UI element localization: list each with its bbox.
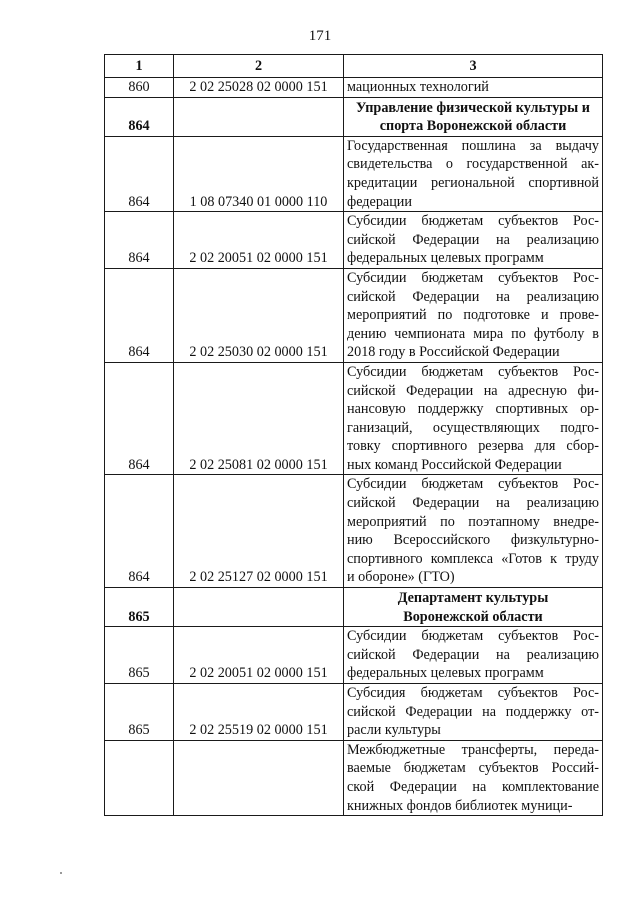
revenue-name-line: мационных технологий <box>347 79 489 95</box>
revenue-name-line: книжных фондов библиотек муници- <box>347 797 573 814</box>
table-row <box>105 740 603 815</box>
revenue-name-line: 2018 году в Российской Федерации <box>347 344 560 361</box>
revenue-name-cell <box>344 136 603 211</box>
revenue-name-line: ганизаций, осуществляющих подго- <box>347 419 599 436</box>
table-row <box>105 684 603 741</box>
revenue-name-line: Управление физической культуры и <box>356 99 590 116</box>
revenue-name-line: сийской Федерации на реализацию <box>347 646 599 663</box>
revenue-name-cell <box>344 268 603 362</box>
revenue-name-line: сийской Федерации на поддержку от- <box>347 703 599 720</box>
section-row <box>105 588 603 627</box>
revenue-name-line: Департамент культуры <box>397 590 549 607</box>
table-row <box>105 268 603 362</box>
budget-classification-code-cell: 2 02 25519 02 0000 151 <box>174 684 344 741</box>
revenue-name-line: свидетельства о государственной ак- <box>347 156 599 173</box>
budget-revenue-table <box>104 54 603 816</box>
admin-code-cell: 865 <box>105 627 174 684</box>
admin-code-cell: 865 <box>105 684 174 741</box>
revenue-name-cell <box>344 684 603 741</box>
budget-classification-code-cell <box>174 97 344 136</box>
admin-code-cell: 864 <box>105 268 174 362</box>
budget-classification-code-cell <box>174 588 344 627</box>
admin-code-cell: 865 <box>105 588 174 627</box>
revenue-name-line: и обороне» (ГТО) <box>347 569 455 586</box>
table-row <box>105 362 603 475</box>
admin-code-cell: 864 <box>105 97 174 136</box>
column-header-budget-classification-code: 2 <box>174 55 344 78</box>
column-header-revenue-name: 3 <box>344 55 603 78</box>
budget-classification-code-cell: 2 02 20051 02 0000 151 <box>174 212 344 269</box>
admin-code-cell: 864 <box>105 362 174 475</box>
budget-classification-code-cell: 1 08 07340 01 0000 110 <box>174 136 344 211</box>
revenue-name-line: ской Федерации на комплектование <box>347 778 599 795</box>
revenue-name-line: Межбюджетные трансферты, переда- <box>347 741 599 758</box>
table-row <box>105 475 603 588</box>
revenue-name-line: сийской Федерации на адресную фи- <box>347 382 599 399</box>
revenue-name-line: Субсидия бюджетам субъектов Рос- <box>347 685 599 701</box>
revenue-name-cell <box>344 588 603 627</box>
revenue-name-line: федеральных целевых программ <box>347 665 544 682</box>
budget-classification-code-cell: 2 02 25081 02 0000 151 <box>174 362 344 475</box>
revenue-name-line: Субсидии бюджетам субъектов Рос- <box>347 269 599 286</box>
table-body <box>105 78 603 816</box>
revenue-name-line: федеральных целевых программ <box>347 250 544 267</box>
revenue-name-line: сийской Федерации на реализацию <box>347 495 599 512</box>
revenue-name-line: Субсидии бюджетам субъектов Рос- <box>347 213 599 230</box>
budget-classification-code-cell: 2 02 25127 02 0000 151 <box>174 475 344 588</box>
revenue-name-line: Субсидии бюджетам субъектов Рос- <box>347 628 599 645</box>
budget-classification-code-cell <box>174 740 344 815</box>
revenue-name-cell <box>344 78 603 98</box>
revenue-name-cell <box>344 362 603 475</box>
revenue-name-cell <box>344 97 603 136</box>
budget-classification-code-cell: 2 02 20051 02 0000 151 <box>174 627 344 684</box>
admin-code-cell <box>105 740 174 815</box>
revenue-name-cell <box>344 740 603 815</box>
page-number: 171 <box>308 28 332 44</box>
admin-code-cell: 864 <box>105 136 174 211</box>
admin-code-cell: 860 <box>105 78 174 98</box>
column-header-admin-code: 1 <box>105 55 174 78</box>
admin-code-cell: 864 <box>105 475 174 588</box>
revenue-name-line: нию Всероссийского физкультурно- <box>347 532 599 549</box>
scan-speck <box>60 872 62 874</box>
revenue-name-line: товку спортивного резерва для сбор- <box>347 438 599 455</box>
revenue-name-line: мероприятий по поэтапному внедре- <box>347 513 599 530</box>
table-row <box>105 78 603 98</box>
revenue-name-line: Субсидии бюджетам субъектов Рос- <box>347 363 599 380</box>
revenue-name-line: спортивного комплекса «Готов к труду <box>347 550 599 567</box>
section-row <box>105 97 603 136</box>
revenue-name-line: мероприятий по подготовке и прове- <box>347 307 599 324</box>
revenue-name-cell <box>344 212 603 269</box>
revenue-name-line: Воронежской области <box>403 608 543 625</box>
revenue-name-line: кредитации региональной спортивной <box>347 174 599 191</box>
revenue-name-line: сийской Федерации на реализацию <box>347 231 599 248</box>
table-row <box>105 136 603 211</box>
revenue-name-line: ных команд Российской Федерации <box>347 456 562 473</box>
revenue-name-line: спорта Воронежской области <box>379 118 567 135</box>
table-header-row <box>105 55 603 78</box>
table-row <box>105 212 603 269</box>
admin-code-cell: 864 <box>105 212 174 269</box>
revenue-name-line: федерации <box>347 193 412 210</box>
table-row <box>105 627 603 684</box>
revenue-name-line: ваемые бюджетам субъектов Россий- <box>347 760 599 777</box>
revenue-name-cell <box>344 475 603 588</box>
revenue-name-line: расли культуры <box>347 722 441 739</box>
revenue-name-line: сийской Федерации на реализацию <box>347 288 599 305</box>
revenue-name-cell <box>344 627 603 684</box>
budget-classification-code-cell: 2 02 25030 02 0000 151 <box>174 268 344 362</box>
revenue-name-line: дению чемпионата мира по футболу в <box>347 325 599 342</box>
revenue-name-line: нансовую поддержку спортивных ор- <box>347 401 599 418</box>
revenue-name-line: Субсидии бюджетам субъектов Рос- <box>347 476 599 493</box>
budget-classification-code-cell: 2 02 25028 02 0000 151 <box>174 78 344 98</box>
revenue-name-line: Государственная пошлина за выдачу <box>347 137 599 154</box>
